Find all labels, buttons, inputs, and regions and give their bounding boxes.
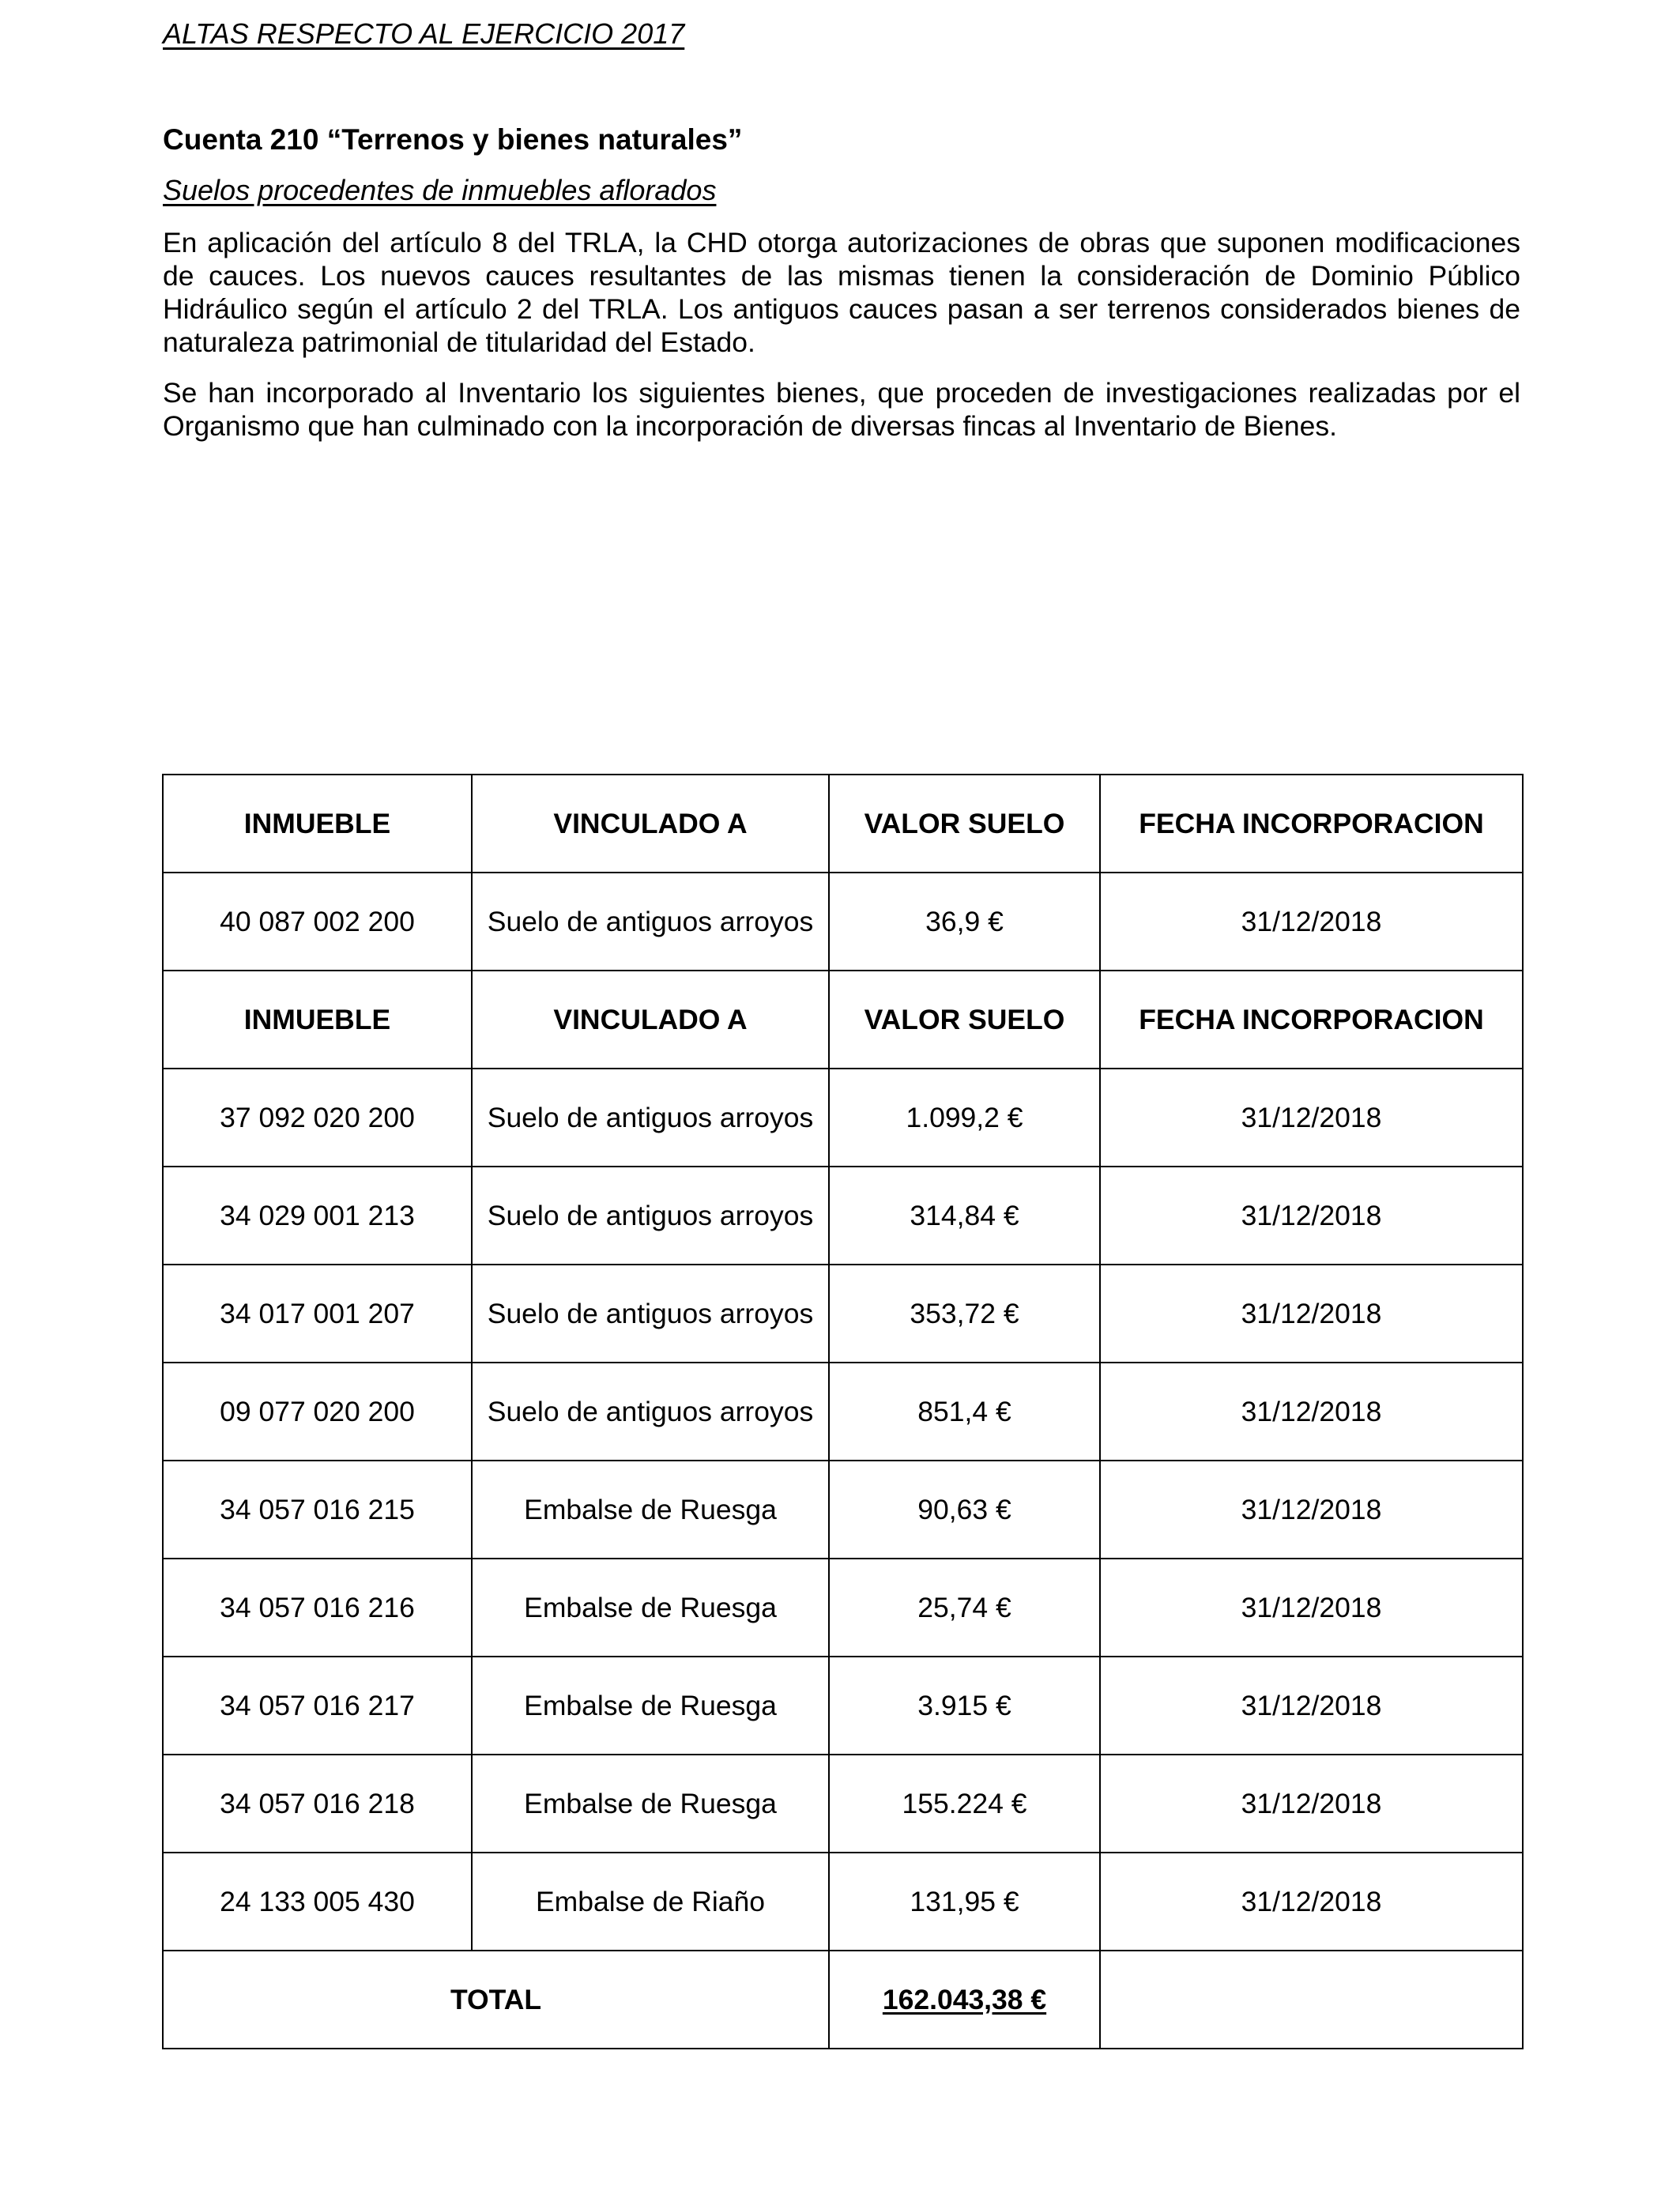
header-row [163,971,1523,1069]
cell-fecha: 31/12/2018 [1100,1167,1523,1265]
cell-fecha: 31/12/2018 [1100,873,1523,971]
header-row [163,775,1523,873]
cell-valor: 155.224 € [829,1755,1100,1853]
cell-vinculado: Suelo de antiguos arroyos [472,1069,829,1167]
cell-inmueble: 34 057 016 215 [163,1461,472,1559]
cell-valor: 851,4 € [829,1363,1100,1461]
cell-vinculado: Embalse de Ruesga [472,1559,829,1657]
cell-valor: 1.099,2 € [829,1069,1100,1167]
cell-fecha: 31/12/2018 [1100,1363,1523,1461]
table-row [163,1265,1523,1363]
cell-valor: 25,74 € [829,1559,1100,1657]
cell-fecha: 31/12/2018 [1100,1853,1523,1951]
header-cell-vinculado: VINCULADO A [472,971,829,1069]
header-cell-fecha: FECHA INCORPORACION [1100,971,1523,1069]
cell-vinculado: Embalse de Ruesga [472,1461,829,1559]
cell-vinculado: Suelo de antiguos arroyos [472,873,829,971]
table-row [163,1853,1523,1951]
account-title: Cuenta 210 “Terrenos y bienes naturales” [163,123,743,156]
cell-valor: 353,72 € [829,1265,1100,1363]
cell-inmueble: 34 057 016 218 [163,1755,472,1853]
cell-inmueble: 37 092 020 200 [163,1069,472,1167]
cell-vinculado: Embalse de Ruesga [472,1755,829,1853]
cell-fecha: 31/12/2018 [1100,1657,1523,1755]
cell-inmueble: 34 029 001 213 [163,1167,472,1265]
cell-valor: 314,84 € [829,1167,1100,1265]
table-row [163,1461,1523,1559]
header-cell-inmueble: INMUEBLE [163,971,472,1069]
cell-fecha: 31/12/2018 [1100,1461,1523,1559]
total-row [163,1951,1523,2049]
header-cell-vinculado: VINCULADO A [472,775,829,873]
section-subheading: Suelos procedentes de inmuebles aflorados [163,174,717,206]
header-cell-valor: VALOR SUELO [829,775,1100,873]
table-row [163,1755,1523,1853]
cell-inmueble: 34 057 016 217 [163,1657,472,1755]
cell-valor: 3.915 € [829,1657,1100,1755]
cell-vinculado: Embalse de Ruesga [472,1657,829,1755]
total-label: TOTAL [163,1951,829,2049]
cell-inmueble: 40 087 002 200 [163,873,472,971]
table-row [163,1363,1523,1461]
paragraph-inventory: Se han incorporado al Inventario los siguientes bienes, que proceden de investigaciones realizadas por el Organismo que han culminado con la incorporación de diversas fincas al Inventario de Bienes. [163,377,1520,442]
top-heading: ALTAS RESPECTO AL EJERCICIO 2017 [163,17,685,50]
header-cell-inmueble: INMUEBLE [163,775,472,873]
table-row [163,873,1523,971]
cell-valor: 90,63 € [829,1461,1100,1559]
table-row [163,1167,1523,1265]
total-value: 162.043,38 € [829,1951,1100,2049]
table-row [163,1657,1523,1755]
cell-vinculado: Suelo de antiguos arroyos [472,1167,829,1265]
cell-fecha: 31/12/2018 [1100,1559,1523,1657]
cell-inmueble: 24 133 005 430 [163,1853,472,1951]
cell-inmueble: 34 057 016 216 [163,1559,472,1657]
table-row [163,1559,1523,1657]
assets-table [162,774,1524,2049]
header-cell-valor: VALOR SUELO [829,971,1100,1069]
cell-vinculado: Suelo de antiguos arroyos [472,1265,829,1363]
cell-valor: 131,95 € [829,1853,1100,1951]
cell-inmueble: 09 077 020 200 [163,1363,472,1461]
cell-fecha: 31/12/2018 [1100,1069,1523,1167]
total-empty-cell [1100,1951,1523,2049]
assets-table-body [163,775,1523,2049]
paragraph-legal-basis: En aplicación del artículo 8 del TRLA, la CHD otorga autorizaciones de obras que suponen modificaciones de cauces. Los nuevos cauces resultantes de las mismas tienen la consideración de Dominio Público Hidráulico según el artículo 2 del TRLA. Los antiguos cauces pasan a ser terrenos considerados bienes de naturaleza patrimonial de titularidad del Estado. [163,227,1520,358]
cell-vinculado: Suelo de antiguos arroyos [472,1363,829,1461]
cell-valor: 36,9 € [829,873,1100,971]
table-row [163,1069,1523,1167]
cell-vinculado: Embalse de Riaño [472,1853,829,1951]
header-cell-fecha: FECHA INCORPORACION [1100,775,1523,873]
cell-fecha: 31/12/2018 [1100,1265,1523,1363]
cell-fecha: 31/12/2018 [1100,1755,1523,1853]
cell-inmueble: 34 017 001 207 [163,1265,472,1363]
